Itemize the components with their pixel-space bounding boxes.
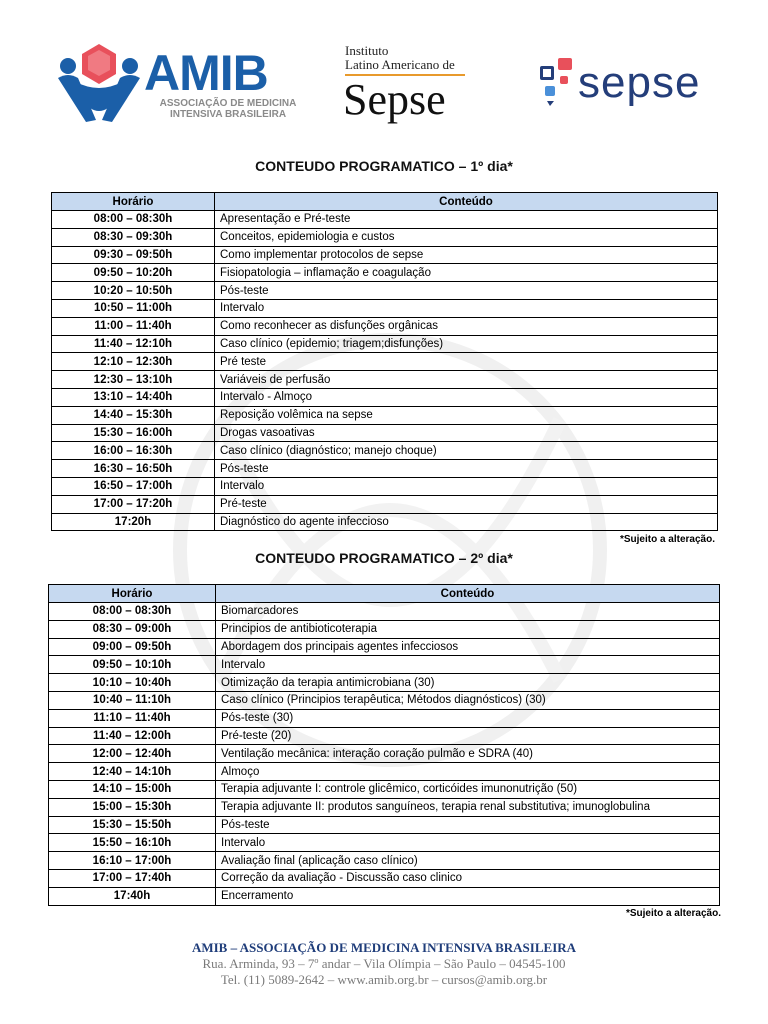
table-row — [52, 264, 718, 282]
table-row — [49, 709, 720, 727]
time-cell: 10:20 – 10:50h — [52, 282, 215, 300]
table-header-row — [49, 585, 720, 603]
table-row — [49, 656, 720, 674]
table-row — [52, 406, 718, 424]
time-cell: 11:40 – 12:10h — [52, 335, 215, 353]
amib-logo-word: AMIB — [144, 45, 268, 101]
time-cell: 08:00 – 08:30h — [49, 603, 216, 621]
table-row — [52, 460, 718, 478]
column-header-content: Conteúdo — [215, 193, 718, 211]
content-cell: Drogas vasoativas — [215, 424, 718, 442]
table-row — [52, 317, 718, 335]
column-header-time: Horário — [52, 193, 215, 211]
time-cell: 08:30 – 09:30h — [52, 228, 215, 246]
ilas-logo-word: Sepse — [343, 75, 446, 124]
time-cell: 16:00 – 16:30h — [52, 442, 215, 460]
table-row — [49, 798, 720, 816]
table-row — [49, 727, 720, 745]
content-cell: Intervalo - Almoço — [215, 388, 718, 406]
time-cell: 16:50 – 17:00h — [52, 477, 215, 495]
table-header-row — [52, 193, 718, 211]
footer-contact: Tel. (11) 5089-2642 – www.amib.org.br – cursos@amib.org.br — [220, 972, 548, 987]
content-cell: Fisiopatologia – inflamação e coagulação — [215, 264, 718, 282]
table-row — [49, 887, 720, 905]
time-cell: 10:40 – 11:10h — [49, 691, 216, 709]
day1-title: CONTEUDO PROGRAMATICO – 1º dia* — [255, 158, 513, 174]
time-cell: 13:10 – 14:40h — [52, 388, 215, 406]
content-cell: Encerramento — [216, 887, 720, 905]
table-row — [52, 211, 718, 229]
footer-address: Rua. Arminda, 93 – 7º andar – Vila Olímpia – São Paulo – 04545-100 — [202, 956, 566, 971]
time-cell: 09:00 – 09:50h — [49, 638, 216, 656]
content-cell: Conceitos, epidemiologia e custos — [215, 228, 718, 246]
content-cell: Caso clínico (Principios terapêutica; Métodos diagnósticos) (30) — [216, 691, 720, 709]
table-row — [52, 424, 718, 442]
content-cell: Apresentação e Pré-teste — [215, 211, 718, 229]
sepse-logo — [536, 54, 701, 114]
table-row — [49, 620, 720, 638]
table-row — [52, 513, 718, 531]
table-row — [52, 335, 718, 353]
content-cell: Principios de antibioticoterapia — [216, 620, 720, 638]
time-cell: 14:10 – 15:00h — [49, 780, 216, 798]
content-cell: Pré-teste (20) — [216, 727, 720, 745]
time-cell: 08:30 – 09:00h — [49, 620, 216, 638]
content-cell: Como reconhecer as disfunções orgânicas — [215, 317, 718, 335]
table-row — [49, 852, 720, 870]
time-cell: 17:20h — [52, 513, 215, 531]
table-row — [52, 353, 718, 371]
content-cell: Caso clínico (diagnóstico; manejo choque) — [215, 442, 718, 460]
time-cell: 15:00 – 15:30h — [49, 798, 216, 816]
amib-logo — [56, 42, 301, 124]
table-row — [49, 603, 720, 621]
day2-note: *Sujeito a alteração. — [625, 908, 721, 919]
time-cell: 11:40 – 12:00h — [49, 727, 216, 745]
content-cell: Otimização da terapia antimicrobiana (30) — [216, 674, 720, 692]
content-cell: Avaliação final (aplicação caso clínico) — [216, 852, 720, 870]
footer-org-name: AMIB – ASSOCIAÇÃO DE MEDICINA INTENSIVA BRASILEIRA — [191, 940, 577, 955]
time-cell: 09:50 – 10:20h — [52, 264, 215, 282]
time-cell: 08:00 – 08:30h — [52, 211, 215, 229]
table-row — [52, 299, 718, 317]
time-cell: 09:50 – 10:10h — [49, 656, 216, 674]
time-cell: 09:30 – 09:50h — [52, 246, 215, 264]
time-cell: 11:00 – 11:40h — [52, 317, 215, 335]
ilas-logo-line1: Instituto — [345, 43, 389, 58]
content-cell: Almoço — [216, 763, 720, 781]
content-cell: Intervalo — [216, 656, 720, 674]
time-cell: 16:30 – 16:50h — [52, 460, 215, 478]
table-row — [52, 442, 718, 460]
time-cell: 17:40h — [49, 887, 216, 905]
table-row — [49, 745, 720, 763]
amib-logo-subtitle-line1: ASSOCIAÇÃO DE MEDICINA — [159, 98, 297, 109]
table-row — [49, 638, 720, 656]
amib-emblem-icon — [56, 42, 142, 124]
time-cell: 15:50 – 16:10h — [49, 834, 216, 852]
time-cell: 10:10 – 10:40h — [49, 674, 216, 692]
header — [0, 0, 768, 140]
table-row — [52, 371, 718, 389]
table-row — [49, 834, 720, 852]
content-cell: Correção da avaliação - Discussão caso clinico — [216, 869, 720, 887]
day1-note: *Sujeito a alteração. — [619, 534, 715, 545]
content-cell: Pós-teste — [215, 282, 718, 300]
table-row — [52, 228, 718, 246]
sepse-logo-word: sepse — [578, 58, 701, 107]
content-cell: Variáveis de perfusão — [215, 371, 718, 389]
time-cell: 15:30 – 15:50h — [49, 816, 216, 834]
time-cell: 16:10 – 17:00h — [49, 852, 216, 870]
content-cell: Intervalo — [215, 299, 718, 317]
content-cell: Pós-teste (30) — [216, 709, 720, 727]
column-header-content: Conteúdo — [216, 585, 720, 603]
time-cell: 12:30 – 13:10h — [52, 371, 215, 389]
content-cell: Terapia adjuvante I: controle glicêmico, corticóides imunonutrição (50) — [216, 780, 720, 798]
amib-logo-subtitle-line2: INTENSIVA BRASILEIRA — [169, 109, 287, 120]
day2-schedule-table — [48, 584, 720, 906]
footer — [0, 940, 768, 988]
time-cell: 11:10 – 11:40h — [49, 709, 216, 727]
table-row — [52, 388, 718, 406]
content-cell: Biomarcadores — [216, 603, 720, 621]
table-row — [49, 674, 720, 692]
time-cell: 10:50 – 11:00h — [52, 299, 215, 317]
content-cell: Como implementar protocolos de sepse — [215, 246, 718, 264]
day2-title: CONTEUDO PROGRAMATICO – 2º dia* — [255, 550, 513, 566]
table-row — [52, 282, 718, 300]
sepse-emblem-icon — [536, 56, 584, 108]
content-cell: Caso clínico (epidemio; triagem;disfunções) — [215, 335, 718, 353]
time-cell: 15:30 – 16:00h — [52, 424, 215, 442]
content-cell: Ventilação mecânica: interação coração pulmão e SDRA (40) — [216, 745, 720, 763]
table-row — [49, 691, 720, 709]
table-row — [49, 763, 720, 781]
table-row — [49, 780, 720, 798]
time-cell: 17:00 – 17:40h — [49, 869, 216, 887]
content-cell: Abordagem dos principais agentes infecciosos — [216, 638, 720, 656]
ilas-logo-line2: Latino Americano de — [345, 57, 455, 72]
content-cell: Intervalo — [216, 834, 720, 852]
time-cell: 17:00 – 17:20h — [52, 495, 215, 513]
day1-schedule-table — [51, 192, 718, 531]
content-cell: Diagnóstico do agente infeccioso — [215, 513, 718, 531]
content-cell: Pós-teste — [215, 460, 718, 478]
time-cell: 12:10 – 12:30h — [52, 353, 215, 371]
amib-logo-subtitle — [148, 98, 308, 120]
ilas-logo — [343, 44, 473, 124]
table-row — [49, 816, 720, 834]
table-row — [52, 495, 718, 513]
content-cell: Pré-teste — [215, 495, 718, 513]
time-cell: 14:40 – 15:30h — [52, 406, 215, 424]
content-cell: Reposição volêmica na sepse — [215, 406, 718, 424]
content-cell: Pré teste — [215, 353, 718, 371]
content-cell: Intervalo — [215, 477, 718, 495]
content-cell: Terapia adjuvante II: produtos sanguíneos, terapia renal substitutiva; imunoglobulina — [216, 798, 720, 816]
time-cell: 12:40 – 14:10h — [49, 763, 216, 781]
table-row — [49, 869, 720, 887]
time-cell: 12:00 – 12:40h — [49, 745, 216, 763]
column-header-time: Horário — [49, 585, 216, 603]
table-row — [52, 477, 718, 495]
table-row — [52, 246, 718, 264]
content-cell: Pós-teste — [216, 816, 720, 834]
